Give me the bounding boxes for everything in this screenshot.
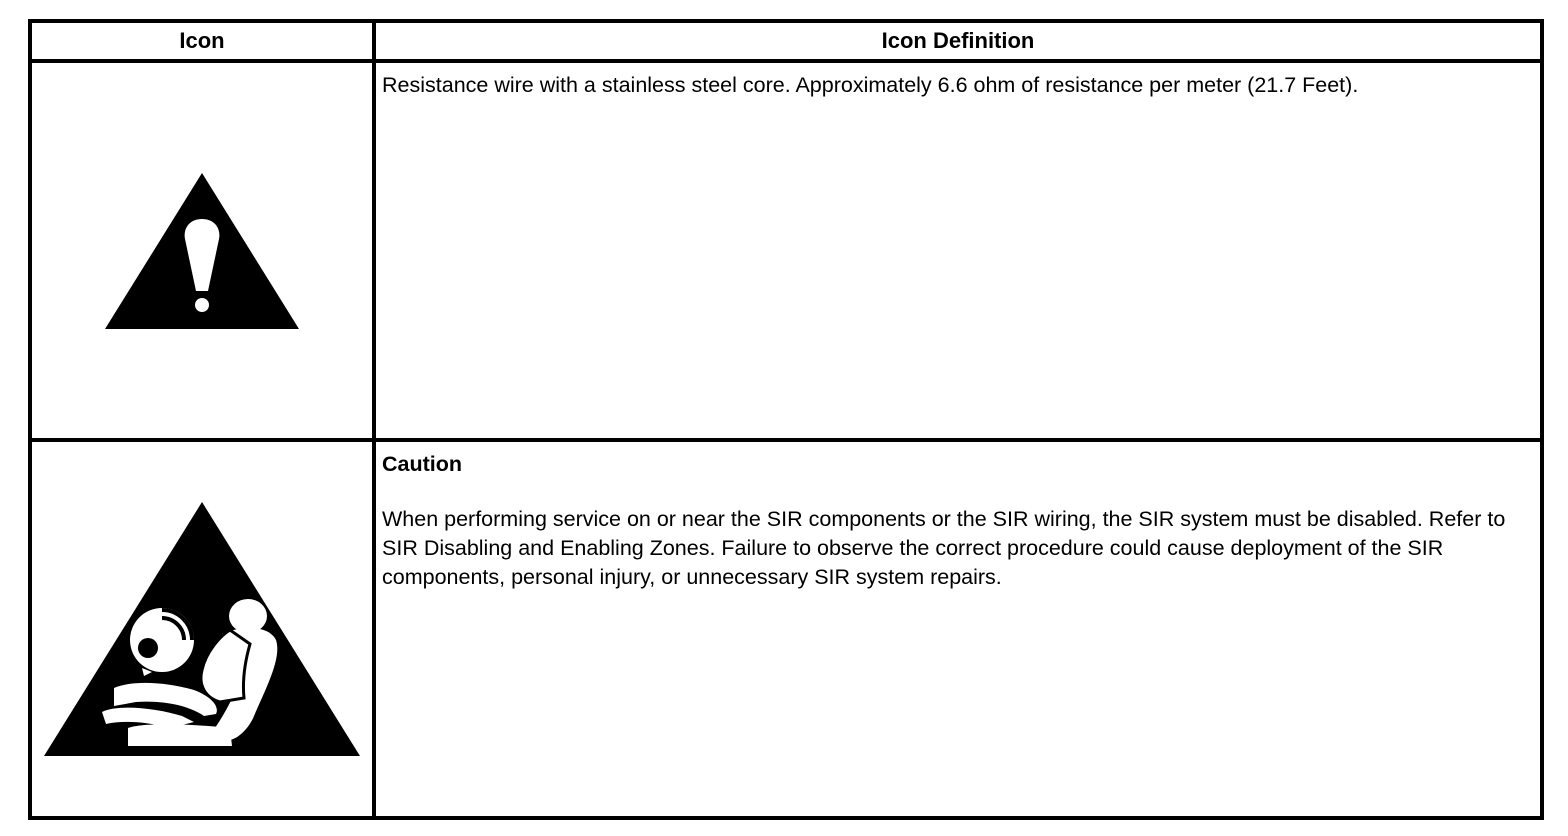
header-icon-definition: Icon Definition bbox=[374, 21, 1542, 61]
table-header-row bbox=[30, 21, 1542, 61]
header-icon: Icon bbox=[30, 21, 374, 61]
definition-cell bbox=[374, 440, 1542, 818]
airbag-caution-icon bbox=[32, 502, 372, 756]
warning-triangle-icon bbox=[32, 173, 372, 329]
icon-cell bbox=[30, 61, 374, 440]
definition-cell bbox=[374, 61, 1542, 440]
icon-cell bbox=[30, 440, 374, 818]
table-row bbox=[30, 61, 1542, 440]
definition-text: When performing service on or near the SIR components or the SIR wiring, the SIR system must be disabled. Refer to SIR Disabling and Enabling Zones. Failure to observe the correct procedure could cause deployment of the SIR components, personal injury, or unnecessary SIR system repairs. bbox=[382, 507, 1506, 589]
definition-title: Caution bbox=[382, 452, 463, 476]
icon-definition-table bbox=[28, 19, 1544, 820]
definition-text: Resistance wire with a stainless steel core. Approximately 6.6 ohm of resistance per meter (21.7 Feet). bbox=[382, 73, 1359, 97]
table-row bbox=[30, 440, 1542, 818]
